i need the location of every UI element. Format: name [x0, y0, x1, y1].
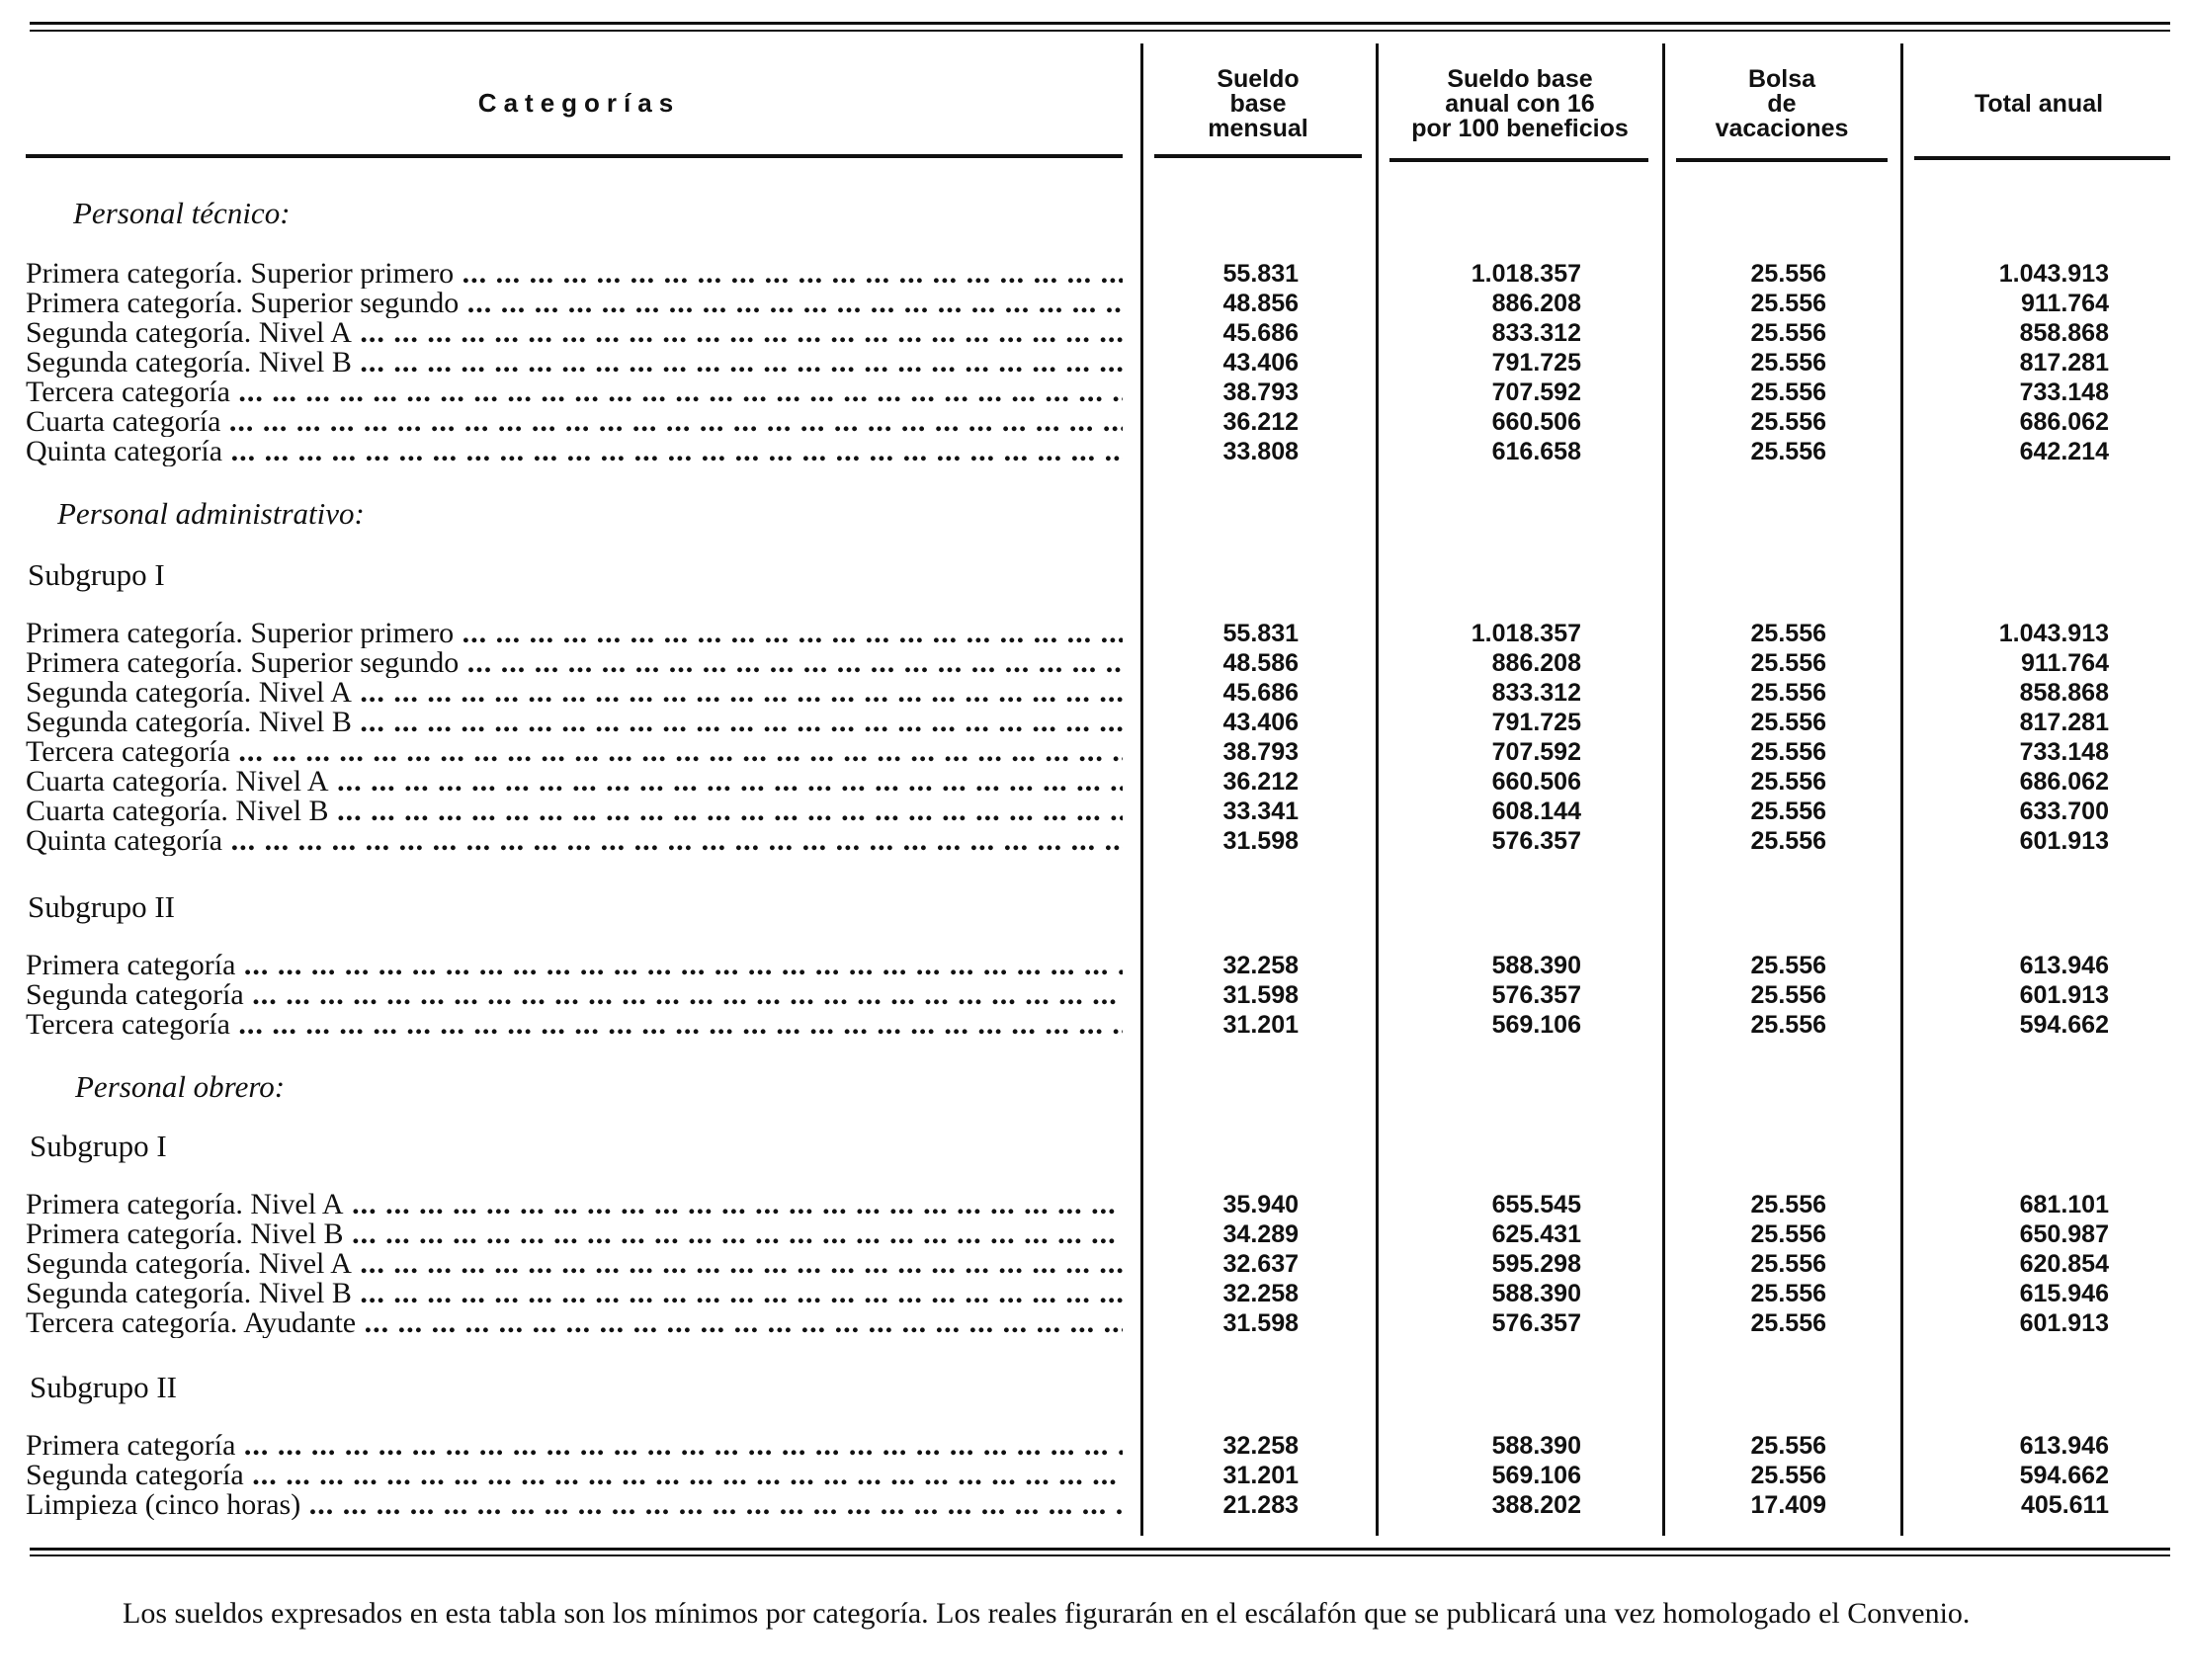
category-label: Primera categoría. Nivel B ... .: [26, 1219, 1123, 1249]
cell-total: 858.868: [2019, 679, 2109, 707]
cell-base: 45.686: [1222, 679, 1299, 707]
section-personal-administrativo: Personal administrativo:: [57, 496, 365, 531]
cell-bolsa: 25.556: [1750, 679, 1826, 707]
cell-anual: 569.106: [1491, 1462, 1581, 1489]
cell-bolsa: 17.409: [1750, 1491, 1826, 1519]
subgroup-heading: Subgrupo II: [30, 1370, 177, 1404]
header-bolsa-vacaciones: [1670, 67, 1893, 141]
cell-total: 601.913: [2019, 1309, 2109, 1337]
cell-bolsa: 25.556: [1750, 952, 1826, 979]
table-row: [0, 437, 2187, 466]
header-underline: [26, 154, 1123, 158]
table-row: [0, 1010, 2187, 1040]
cell-bolsa: 25.556: [1750, 798, 1826, 825]
cell-anual: 1.018.357: [1471, 260, 1581, 288]
cell-bolsa: 25.556: [1750, 1250, 1826, 1278]
cell-total: 733.148: [2019, 738, 2109, 766]
cell-base: 48.586: [1222, 649, 1299, 677]
cell-anual: 588.390: [1491, 952, 1581, 979]
cell-total: 1.043.913: [1998, 260, 2109, 288]
cell-anual: 616.658: [1491, 438, 1581, 465]
category-label: Primera categoría. Nivel A ... .: [26, 1190, 1123, 1219]
category-label: Segunda categoría. Nivel B ... .: [26, 348, 1123, 378]
cell-bolsa: 25.556: [1750, 260, 1826, 288]
cell-total: 650.987: [2019, 1220, 2109, 1248]
cell-bolsa: 25.556: [1750, 620, 1826, 647]
table-row: [0, 1190, 2187, 1219]
category-label: Primera categoría. Superior segundo ... .: [26, 289, 1123, 318]
cell-total: 817.281: [2019, 349, 2109, 377]
table-row: [0, 1308, 2187, 1338]
table-row: [0, 951, 2187, 980]
cell-base: 31.598: [1222, 981, 1299, 1009]
header-underline: [1676, 158, 1888, 162]
cell-anual: 1.018.357: [1471, 620, 1581, 647]
category-label: Cuarta categoría ... .: [26, 407, 1123, 437]
cell-base: 31.598: [1222, 1309, 1299, 1337]
cell-total: 405.611: [2021, 1491, 2109, 1519]
cell-anual: 576.357: [1491, 827, 1581, 855]
category-label: Primera categoría. Superior primero ... .: [26, 619, 1123, 648]
category-label: Limpieza (cinco horas) ... .: [26, 1490, 1123, 1520]
table-row: [0, 767, 2187, 797]
cell-anual: 791.725: [1491, 349, 1581, 377]
cell-anual: 595.298: [1491, 1250, 1581, 1278]
cell-base: 55.831: [1222, 260, 1299, 288]
cell-total: 858.868: [2019, 319, 2109, 347]
cell-total: 594.662: [2019, 1011, 2109, 1039]
cell-base: 31.598: [1222, 827, 1299, 855]
table-row: [0, 318, 2187, 348]
cell-anual: 886.208: [1491, 290, 1581, 317]
cell-total: 733.148: [2019, 378, 2109, 406]
header-line: vacaciones: [1715, 115, 1849, 142]
cell-base: 34.289: [1222, 1220, 1299, 1248]
cell-anual: 886.208: [1491, 649, 1581, 677]
cell-bolsa: 25.556: [1750, 1432, 1826, 1460]
cell-base: 31.201: [1222, 1462, 1299, 1489]
cell-bolsa: 25.556: [1750, 827, 1826, 855]
cell-bolsa: 25.556: [1750, 408, 1826, 436]
category-label: Tercera categoría. Ayudante ... .: [26, 1308, 1123, 1338]
cell-total: 613.946: [2019, 952, 2109, 979]
table-row: [0, 378, 2187, 407]
cell-bolsa: 25.556: [1750, 1191, 1826, 1218]
cell-anual: 588.390: [1491, 1280, 1581, 1307]
table-row: [0, 1279, 2187, 1308]
category-label: Segunda categoría. Nivel A ... .: [26, 318, 1123, 348]
cell-base: 36.212: [1222, 768, 1299, 796]
category-label: Primera categoría. Superior primero ... .: [26, 259, 1123, 289]
cell-anual: 707.592: [1491, 378, 1581, 406]
cell-bolsa: 25.556: [1750, 649, 1826, 677]
table-row: [0, 348, 2187, 378]
cell-base: 31.201: [1222, 1011, 1299, 1039]
category-label: Primera categoría. Superior segundo ... .: [26, 648, 1123, 678]
category-label: Segunda categoría. Nivel A ... .: [26, 1249, 1123, 1279]
table-row: [0, 708, 2187, 737]
header-line: mensual: [1208, 115, 1308, 142]
category-label: Segunda categoría. Nivel B ... .: [26, 708, 1123, 737]
header-line: por 100 beneficios: [1411, 115, 1629, 142]
subgroup-heading: Subgrupo II: [28, 889, 175, 924]
section-personal-obrero: Personal obrero:: [75, 1069, 286, 1104]
category-label: Tercera categoría ... .: [26, 737, 1123, 767]
header-line: Sueldo base: [1447, 65, 1593, 93]
category-label: Segunda categoría ... .: [26, 980, 1123, 1010]
cell-bolsa: 25.556: [1750, 1011, 1826, 1039]
cell-base: 21.283: [1222, 1491, 1299, 1519]
cell-base: 33.341: [1222, 798, 1299, 825]
cell-base: 36.212: [1222, 408, 1299, 436]
table-row: [0, 1219, 2187, 1249]
cell-base: 43.406: [1222, 349, 1299, 377]
header-underline: [1914, 156, 2170, 160]
category-label: Quinta categoría ... .: [26, 826, 1123, 856]
category-label: Tercera categoría ... .: [26, 1010, 1123, 1040]
table-row: [0, 797, 2187, 826]
header-sueldo-base-anual: [1384, 67, 1656, 141]
cell-anual: 660.506: [1491, 768, 1581, 796]
table-row: [0, 980, 2187, 1010]
header-underline: [1389, 158, 1648, 162]
category-label: Segunda categoría ... .: [26, 1461, 1123, 1490]
table-row: [0, 619, 2187, 648]
cell-anual: 655.545: [1491, 1191, 1581, 1218]
header-underline: [1154, 154, 1362, 158]
category-label: Cuarta categoría. Nivel B ... .: [26, 797, 1123, 826]
category-label: Primera categoría ... .: [26, 1431, 1123, 1461]
cell-base: 55.831: [1222, 620, 1299, 647]
cell-bolsa: 25.556: [1750, 738, 1826, 766]
category-label: Segunda categoría. Nivel B ... .: [26, 1279, 1123, 1308]
bottom-rule-inner: [30, 1554, 2170, 1556]
cell-total: 1.043.913: [1998, 620, 2109, 647]
cell-base: 33.808: [1222, 438, 1299, 465]
footnote: Los sueldos expresados en esta tabla son los mínimos por categoría. Los reales figurarán en el escálafón que se publicará una vez homologado el Convenio.: [123, 1597, 1971, 1630]
cell-anual: 388.202: [1491, 1491, 1581, 1519]
cell-bolsa: 25.556: [1750, 1462, 1826, 1489]
cell-anual: 833.312: [1491, 319, 1581, 347]
cell-total: 686.062: [2019, 408, 2109, 436]
cell-total: 681.101: [2019, 1191, 2109, 1218]
cell-bolsa: 25.556: [1750, 981, 1826, 1009]
cell-total: 620.854: [2019, 1250, 2109, 1278]
cell-bolsa: 25.556: [1750, 349, 1826, 377]
cell-total: 911.764: [2021, 649, 2109, 677]
cell-bolsa: 25.556: [1750, 290, 1826, 317]
cell-bolsa: 25.556: [1750, 1220, 1826, 1248]
table-row: [0, 648, 2187, 678]
header-sueldo-base-mensual: [1152, 67, 1364, 141]
table-row: [0, 826, 2187, 856]
cell-total: 633.700: [2019, 798, 2109, 825]
table-row: [0, 737, 2187, 767]
cell-bolsa: 25.556: [1750, 438, 1826, 465]
table-row: [0, 259, 2187, 289]
header-line: Bolsa: [1747, 65, 1816, 93]
category-label: Primera categoría ... .: [26, 951, 1123, 980]
cell-total: 615.946: [2019, 1280, 2109, 1307]
cell-anual: 608.144: [1491, 798, 1581, 825]
cell-anual: 625.431: [1491, 1220, 1581, 1248]
cell-total: 686.062: [2019, 768, 2109, 796]
header-line: de: [1767, 90, 1797, 118]
cell-total: 601.913: [2019, 827, 2109, 855]
cell-bolsa: 25.556: [1750, 378, 1826, 406]
subgroup-heading: Subgrupo I: [30, 1129, 167, 1163]
cell-base: 32.258: [1222, 1432, 1299, 1460]
cell-base: 32.258: [1222, 1280, 1299, 1307]
top-rule: [30, 22, 2170, 25]
table-row: [0, 289, 2187, 318]
table-row: [0, 407, 2187, 437]
header-line: anual con 16: [1445, 90, 1595, 118]
cell-bolsa: 25.556: [1750, 709, 1826, 736]
cell-anual: 660.506: [1491, 408, 1581, 436]
header-line: base: [1229, 90, 1287, 118]
category-label: Quinta categoría ... .: [26, 437, 1123, 466]
table-row: [0, 1461, 2187, 1490]
cell-base: 43.406: [1222, 709, 1299, 736]
cell-base: 38.793: [1222, 738, 1299, 766]
table-row: [0, 678, 2187, 708]
cell-total: 911.764: [2021, 290, 2109, 317]
cell-bolsa: 25.556: [1750, 319, 1826, 347]
subgroup-heading: Subgrupo I: [28, 557, 165, 592]
cell-anual: 576.357: [1491, 1309, 1581, 1337]
cell-bolsa: 25.556: [1750, 768, 1826, 796]
cell-base: 38.793: [1222, 378, 1299, 406]
cell-base: 35.940: [1222, 1191, 1299, 1218]
cell-base: 32.637: [1222, 1250, 1299, 1278]
top-rule-inner: [30, 30, 2170, 32]
cell-anual: 576.357: [1491, 981, 1581, 1009]
cell-base: 45.686: [1222, 319, 1299, 347]
cell-total: 601.913: [2019, 981, 2109, 1009]
header-line: Sueldo: [1217, 65, 1300, 93]
cell-total: 642.214: [2019, 438, 2109, 465]
cell-total: 613.946: [2019, 1432, 2109, 1460]
category-label: Segunda categoría. Nivel A ... .: [26, 678, 1123, 708]
cell-anual: 833.312: [1491, 679, 1581, 707]
cell-bolsa: 25.556: [1750, 1280, 1826, 1307]
cell-total: 594.662: [2019, 1462, 2109, 1489]
cell-bolsa: 25.556: [1750, 1309, 1826, 1337]
category-label: Cuarta categoría. Nivel A ... .: [26, 767, 1123, 797]
cell-anual: 569.106: [1491, 1011, 1581, 1039]
bottom-rule: [30, 1548, 2170, 1551]
table-row: [0, 1431, 2187, 1461]
cell-anual: 791.725: [1491, 709, 1581, 736]
table-row: [0, 1249, 2187, 1279]
cell-anual: 588.390: [1491, 1432, 1581, 1460]
category-label: Tercera categoría ... .: [26, 378, 1123, 407]
table-row: [0, 1490, 2187, 1520]
cell-anual: 707.592: [1491, 738, 1581, 766]
cell-base: 32.258: [1222, 952, 1299, 979]
header-categorias: Categorías: [477, 88, 681, 118]
header-total-anual: Total anual: [1974, 90, 2104, 118]
cell-total: 817.281: [2019, 709, 2109, 736]
section-personal-tecnico: Personal técnico:: [73, 196, 291, 230]
cell-base: 48.856: [1222, 290, 1299, 317]
